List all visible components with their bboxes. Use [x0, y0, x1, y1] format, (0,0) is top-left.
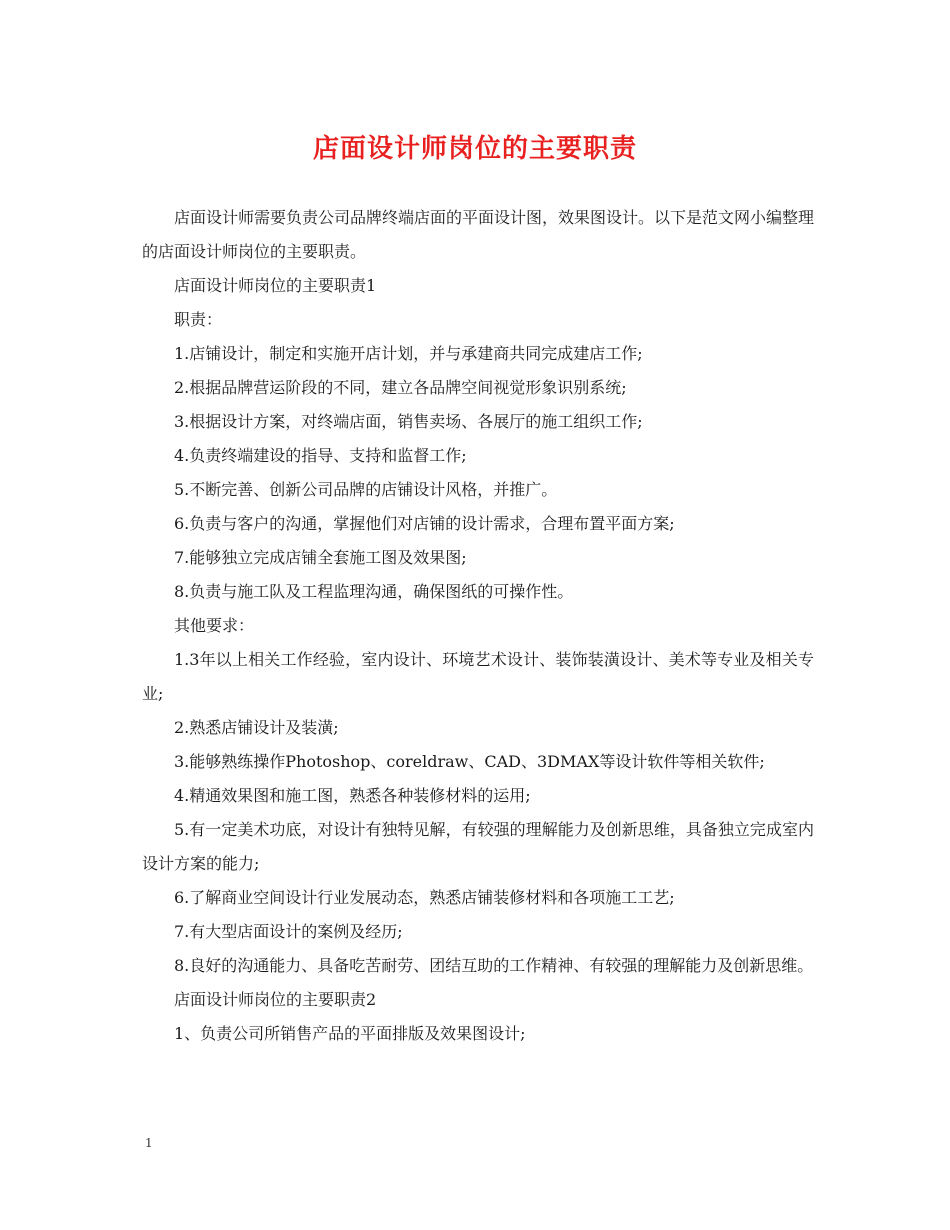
duty-item: 7.能够独立完成店铺全套施工图及效果图;: [174, 548, 467, 567]
duty-item: 4.负责终端建设的指导、支持和监督工作;: [174, 446, 467, 465]
duty-item: 1、负责公司所销售产品的平面排版及效果图设计;: [174, 1024, 526, 1043]
duty-item: 1.店铺设计，制定和实施开店计划，并与承建商共同完成建店工作;: [174, 344, 643, 363]
intro-paragraph: 店面设计师需要负责公司品牌终端店面的平面设计图，效果图设计。以下是范文网小编整理的店面设计师岗位的主要职责。: [142, 208, 815, 261]
requirement-item: 5.有一定美术功底，对设计有独特见解，有较强的理解能力及创新思维，具备独立完成室内设计方案的能力;: [142, 820, 814, 873]
document-body: [142, 201, 814, 1051]
duty-item: 8.负责与施工队及工程监理沟通，确保图纸的可操作性。: [174, 582, 574, 601]
duty-item: 5.不断完善、创新公司品牌的店铺设计风格，并推广。: [174, 480, 558, 499]
duty-item: 3.根据设计方案，对终端店面，销售卖场、各展厅的施工组织工作;: [174, 412, 643, 431]
duties-label: 职责：: [174, 310, 223, 329]
requirement-item: 2.熟悉店铺设计及装潢;: [174, 718, 339, 737]
requirement-item: 7.有大型店面设计的案例及经历;: [174, 922, 403, 941]
page-number: 1: [145, 1136, 153, 1150]
duty-item: 2.根据品牌营运阶段的不同，建立各品牌空间视觉形象识别系统;: [174, 378, 627, 397]
requirement-item: 1.3年以上相关工作经验，室内设计、环境艺术设计、装饰装潢设计、美术等专业及相关专业;: [142, 650, 814, 703]
requirement-item: 4.精通效果图和施工图，熟悉各种装修材料的运用;: [174, 786, 531, 805]
requirement-item: 8.良好的沟通能力、具备吃苦耐劳、团结互助的工作精神、有较强的理解能力及创新思维。: [174, 956, 814, 975]
duty-item: 6.负责与客户的沟通，掌握他们对店铺的设计需求，合理布置平面方案;: [174, 514, 675, 533]
section-heading-2: 店面设计师岗位的主要职责2: [174, 990, 377, 1009]
requirement-item: 3.能够熟练操作Photoshop、coreldraw、CAD、3DMAX等设计软件等相关软件;: [174, 752, 765, 771]
document-title: 店面设计师岗位的主要职责: [312, 134, 637, 164]
section-heading-1: 店面设计师岗位的主要职责1: [174, 276, 377, 295]
requirement-item: 6.了解商业空间设计行业发展动态，熟悉店铺装修材料和各项施工工艺;: [174, 888, 675, 907]
requirements-label: 其他要求：: [174, 616, 255, 635]
